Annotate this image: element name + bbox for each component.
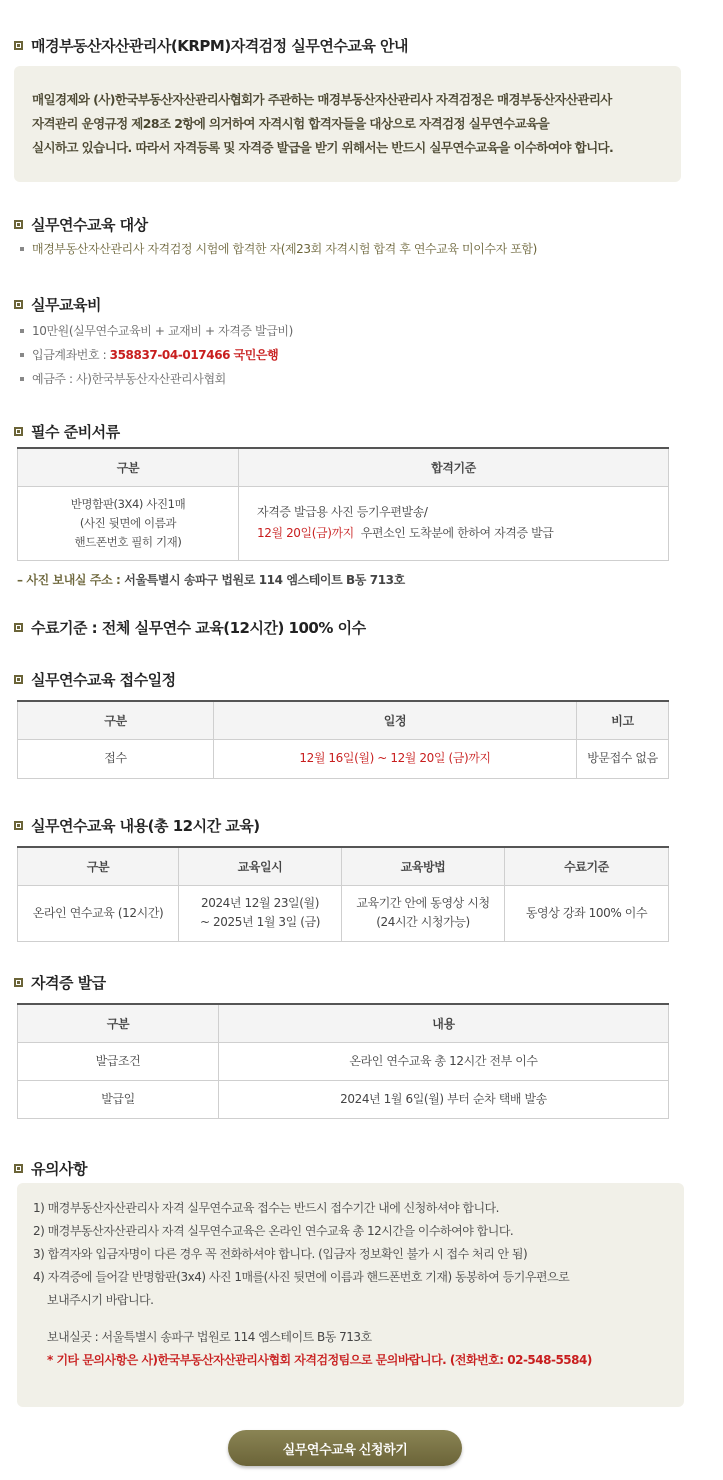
- bullet-dot-icon: [20, 353, 24, 357]
- square-bullet-icon: [14, 220, 23, 229]
- target-title: 실무연수교육 대상: [14, 214, 148, 235]
- intro-box: [14, 66, 681, 182]
- square-bullet-icon: [14, 427, 23, 436]
- schedule-cell: 접수: [18, 739, 214, 778]
- account-number: 358837-04-017466: [109, 347, 231, 362]
- content-header: 수료기준: [505, 847, 669, 885]
- bank-name: 국민은행: [233, 348, 279, 362]
- fee-amount: 10만원(실무연수교육비 + 교재비 + 자격증 발급비): [20, 322, 293, 339]
- note-line: 보내주시기 바랍니다.: [47, 1293, 154, 1307]
- square-bullet-icon: [14, 623, 23, 632]
- notes-box: [17, 1183, 684, 1407]
- cert-title: 자격증 발급: [14, 972, 106, 993]
- square-bullet-icon: [14, 1164, 23, 1173]
- cert-cell: 2024년 1월 6일(월) 부터 순차 택배 발송: [219, 1080, 669, 1118]
- schedule-header: 구분: [18, 701, 214, 739]
- note-address: 보내실곳 : 서울특별시 송파구 법원로 114 엠스테이트 B동 713호: [47, 1330, 372, 1344]
- square-bullet-icon: [14, 978, 23, 987]
- content-header: 교육일시: [179, 847, 342, 885]
- cert-cell: 온라인 연수교육 총 12시간 전부 이수: [219, 1042, 669, 1080]
- schedule-date-cell: 12월 16일(월) ~ 12월 20일 (금)까지: [214, 739, 577, 778]
- fee-title: 실무교육비: [14, 294, 101, 315]
- completion-title: 수료기준 : 전체 실무연수 교육(12시간) 100% 이수: [14, 617, 366, 638]
- cert-cell: 발급조건: [18, 1042, 219, 1080]
- note-line: 1) 매경부동산자산관리사 자격 실무연수교육 접수는 반드시 접수기간 내에 신청하셔야 합니다.: [33, 1201, 499, 1215]
- square-bullet-icon: [14, 821, 23, 830]
- table-row: [18, 1080, 669, 1118]
- table-row: [18, 885, 669, 941]
- docs-left-cell: 반명함판(3X4) 사진1매 (사진 뒷면에 이름과 핸드폰번호 필히 기재): [18, 486, 239, 560]
- docs-deadline: 12월 20일(금)까지: [257, 526, 354, 540]
- schedule-table: [17, 700, 669, 779]
- note-line: 3) 합격자와 입금자명이 다른 경우 꼭 전화하셔야 합니다. (입금자 정보확인 불가 시 접수 처리 안 됨): [33, 1247, 528, 1261]
- square-bullet-icon: [14, 300, 23, 309]
- fee-holder: 예금주 : 사)한국부동산자산관리사협회: [20, 370, 226, 387]
- cert-cell: 발급일: [18, 1080, 219, 1118]
- content-header: 구분: [18, 847, 179, 885]
- note-line: 4) 자격증에 들어갈 반명함판(3x4) 사진 1매를(사진 뒷면에 이름과 핸드폰번호 기재) 동봉하여 등기우편으로: [33, 1270, 570, 1284]
- content-header: 교육방법: [342, 847, 505, 885]
- docs-header: 합격기준: [239, 448, 669, 486]
- bullet-dot-icon: [20, 247, 24, 251]
- content-table: [17, 846, 669, 942]
- intro-title: 매경부동산자산관리사(KRPM)자격검정 실무연수교육 안내: [14, 35, 408, 56]
- docs-address: – 사진 보내실 주소 : 서울특별시 송파구 법원로 114 엠스테이트 B동 713호: [17, 573, 405, 587]
- notes-title: 유의사항: [14, 1158, 87, 1179]
- bullet-dot-icon: [20, 329, 24, 333]
- docs-table: [17, 447, 669, 561]
- target-item: 매경부동산자산관리사 자격검정 시험에 합격한 자(제23회 자격시험 합격 후 연수교육 미이수자 포함): [20, 240, 537, 257]
- table-row: [18, 1042, 669, 1080]
- cert-header: 구분: [18, 1004, 219, 1042]
- docs-header: 구분: [18, 448, 239, 486]
- content-cell: 교육기간 안에 동영상 시청 (24시간 시청가능): [342, 885, 505, 941]
- note-line: 2) 매경부동산자산관리사 자격 실무연수교육은 온라인 연수교육 총 12시간을 이수하여야 합니다.: [33, 1224, 514, 1238]
- content-title: 실무연수교육 내용(총 12시간 교육): [14, 815, 260, 836]
- table-row: [18, 739, 669, 778]
- intro-line: 매일경제와 (사)한국부동산자산관리사협회가 주관하는 매경부동산자산관리사 자격검정은 매경부동산자산관리사: [32, 92, 612, 107]
- bullet-dot-icon: [20, 377, 24, 381]
- square-bullet-icon: [14, 41, 23, 50]
- schedule-header: 일정: [214, 701, 577, 739]
- intro-line: 자격관리 운영규정 제28조 2항에 의거하여 자격시험 합격자들을 대상으로 자격검정 실무연수교육을: [32, 116, 550, 131]
- intro-line: 실시하고 있습니다. 따라서 자격등록 및 자격증 발급을 받기 위해서는 반드시 실무연수교육을 이수하여야 합니다.: [32, 140, 614, 155]
- docs-right-cell: 자격증 발급용 사진 등기우편발송/ 12월 20일(금)까지 우편소인 도착분에 한하여 자격증 발급: [239, 486, 669, 560]
- apply-button[interactable]: 실무연수교육 신청하기: [228, 1430, 462, 1466]
- schedule-header: 비고: [577, 701, 669, 739]
- table-row: [18, 486, 669, 560]
- schedule-cell: 방문접수 없음: [577, 739, 669, 778]
- square-bullet-icon: [14, 675, 23, 684]
- cert-header: 내용: [219, 1004, 669, 1042]
- schedule-title: 실무연수교육 접수일정: [14, 669, 176, 690]
- cert-table: [17, 1003, 669, 1119]
- content-cell: 온라인 연수교육 (12시간): [18, 885, 179, 941]
- content-cell: 동영상 강좌 100% 이수: [505, 885, 669, 941]
- note-contact: * 기타 문의사항은 사)한국부동산자산관리사협회 자격검정팀으로 문의바랍니다. (전화번호: 02-548-5584): [47, 1353, 592, 1367]
- fee-account: 입금계좌번호 : 358837-04-017466 국민은행: [20, 346, 278, 363]
- content-cell: 2024년 12월 23일(월) ~ 2025년 1월 3일 (금): [179, 885, 342, 941]
- docs-title: 필수 준비서류: [14, 421, 120, 442]
